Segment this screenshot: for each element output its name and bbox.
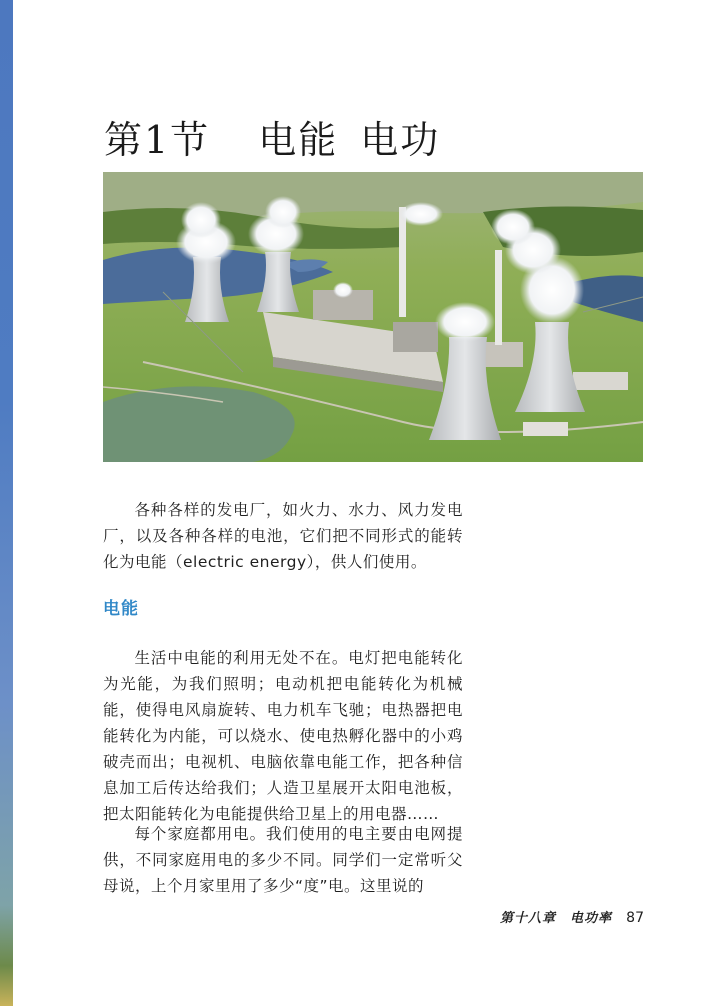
intro-paragraph-text: 各种各样的发电厂，如火力、水力、风力发电厂，以及各种各样的电池，它们把不同形式的能转化为电能（electric energy），供人们使用。 bbox=[103, 500, 463, 571]
title-topic-energy: 电能 bbox=[258, 118, 339, 163]
household-paragraph bbox=[103, 821, 463, 899]
page-number: 87 bbox=[626, 910, 644, 926]
uses-paragraph-text: 生活中电能的利用无处不在。电灯把电能转化为光能，为我们照明；电动机把电能转化为机械能，使得电风扇旋转、电力机车飞驰；电热器把电能转化为内能，可以烧水、使电热孵化器中的小鸡破壳而出；电视机、电脑依靠电能工作，把各种信息加工后传达给我们；人造卫星展开太阳电池板，把太阳能转化为电能提供给卫星上的用电器…… bbox=[103, 648, 463, 823]
power-plant-photo bbox=[103, 172, 643, 462]
left-margin-strip bbox=[0, 0, 13, 1006]
page-title bbox=[104, 109, 440, 164]
footer-chapter-label: 第十八章 电功率 bbox=[500, 911, 613, 926]
page-footer bbox=[500, 907, 644, 926]
uses-paragraph bbox=[103, 645, 463, 827]
section-number: 第1节 bbox=[104, 118, 211, 163]
title-topic-work: 电功 bbox=[360, 118, 441, 163]
intro-paragraph bbox=[103, 497, 463, 575]
household-paragraph-text: 每个家庭都用电。我们使用的电主要由电网提供，不同家庭用电的多少不同。同学们一定常听父母说，上个月家里用了多少“度”电。这里说的 bbox=[103, 824, 463, 895]
subheading-electric-energy: 电能 bbox=[103, 599, 139, 620]
